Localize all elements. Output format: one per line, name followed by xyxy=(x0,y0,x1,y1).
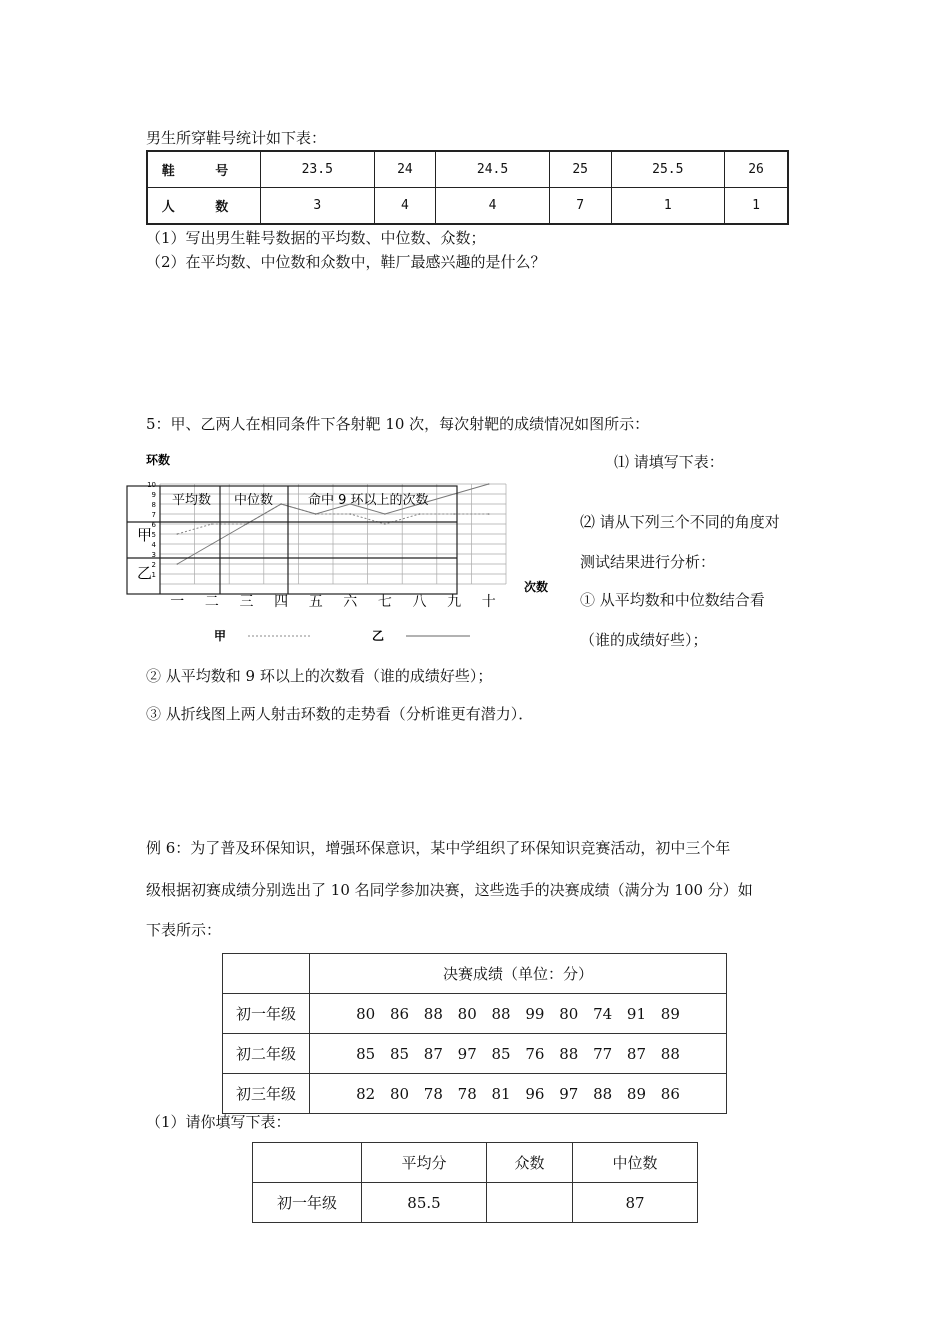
y-tick-label: 9 xyxy=(151,491,156,499)
x-tick-label: 九 xyxy=(447,594,462,610)
chart-legend xyxy=(214,629,470,643)
count-cell: 1 xyxy=(725,188,788,225)
fill-header-mean: 平均分 xyxy=(362,1143,487,1183)
data-point xyxy=(315,513,317,515)
count-cell: 1 xyxy=(611,188,725,225)
shooting-line-chart xyxy=(120,448,560,648)
count-cell: 7 xyxy=(549,188,611,225)
grade-scores: 85 85 87 97 85 76 88 77 87 88 xyxy=(310,1034,727,1074)
shoe-size-header: 鞋 号 xyxy=(147,151,261,188)
overlay-table xyxy=(127,486,457,594)
data-point xyxy=(488,513,490,515)
overlay-header-median: 中位数 xyxy=(234,493,274,508)
x-tick-label: 四 xyxy=(274,594,289,610)
overlay-header-mean: 平均数 xyxy=(172,493,212,508)
q6-line2: 级根据初赛成绩分别选出了 10 名同学参加决赛，这些选手的决赛成绩（满分为 100 分）如 xyxy=(146,881,753,899)
shoe-size-cell: 26 xyxy=(725,151,788,188)
x-tick-label: 八 xyxy=(412,594,427,610)
y-tick-label: 1 xyxy=(151,571,156,579)
fill-header-median: 中位数 xyxy=(572,1143,697,1183)
q4-intro: 男生所穿鞋号统计如下表： xyxy=(146,129,327,147)
shoe-size-cell: 23.5 xyxy=(261,151,375,188)
q5-analysis-prompt-2: 测试结果进行分析： xyxy=(580,553,716,571)
fill-grade-label: 初一年级 xyxy=(253,1183,362,1223)
q5-angle2: ② 从平均数和 9 环以上的次数看（谁的成绩好些）； xyxy=(146,667,493,685)
grade-scores: 82 80 78 78 81 96 97 88 89 86 xyxy=(310,1074,727,1114)
shoe-size-row xyxy=(147,151,788,188)
overlay-header-nine-plus: 命中 9 环以上的次数 xyxy=(308,493,429,508)
data-point xyxy=(350,513,352,515)
y-axis-label: 环数 xyxy=(146,453,171,467)
fill-median-value: 87 xyxy=(572,1183,697,1223)
x-tick-label: 二 xyxy=(204,594,219,610)
y-tick-label: 3 xyxy=(151,551,156,559)
fill-header-row xyxy=(253,1143,698,1183)
grade-label: 初二年级 xyxy=(223,1034,310,1074)
y-tick-label: 7 xyxy=(151,511,156,519)
y-tick-label: 6 xyxy=(151,521,156,529)
x-tick-label: 三 xyxy=(239,594,254,610)
q6-line1: 例 6：为了普及环保知识，增强环保意识，某中学组织了环保知识竞赛活动，初中三个年 xyxy=(146,839,731,857)
data-point xyxy=(488,483,490,485)
table-row xyxy=(223,994,727,1034)
grade-label: 初一年级 xyxy=(223,994,310,1034)
shoe-size-cell: 25.5 xyxy=(611,151,725,188)
shoe-size-table xyxy=(146,150,789,225)
shoe-size-cell: 24 xyxy=(374,151,436,188)
legend-yi-label: 乙 xyxy=(372,629,385,643)
q5-analysis-prompt-1: ⑵ 请从下列三个不同的角度对 xyxy=(580,513,780,531)
data-point xyxy=(280,503,282,505)
count-cell: 4 xyxy=(374,188,436,225)
data-point xyxy=(384,513,386,515)
score-header-row xyxy=(223,954,727,994)
q4-sub2: （2）在平均数、中位数和众数中，鞋厂最感兴趣的是什么？ xyxy=(146,253,546,271)
fill-table xyxy=(252,1142,698,1223)
shoe-size-cell: 25 xyxy=(549,151,611,188)
fill-header-mode: 众数 xyxy=(487,1143,573,1183)
x-tick-label: 一 xyxy=(170,594,185,610)
count-header: 人 数 xyxy=(147,188,261,225)
table-row xyxy=(253,1183,698,1223)
x-tick-label: 七 xyxy=(377,594,392,610)
data-point xyxy=(211,543,213,545)
score-table xyxy=(222,953,727,1114)
data-point xyxy=(453,513,455,515)
fill-mode-value[interactable] xyxy=(487,1183,573,1223)
shoe-size-cell: 24.5 xyxy=(436,151,550,188)
x-axis-label: 次数 xyxy=(524,580,549,594)
count-cell: 3 xyxy=(261,188,375,225)
x-tick-label: 五 xyxy=(308,594,323,610)
q5-angle1-line1: ① 从平均数和中位数结合看 xyxy=(580,591,765,609)
grade-scores: 80 86 88 80 88 99 80 74 91 89 xyxy=(310,994,727,1034)
q6-sub1: （1）请你填写下表： xyxy=(146,1113,291,1131)
data-point xyxy=(246,523,248,525)
y-tick-label: 2 xyxy=(151,561,156,569)
count-cell: 4 xyxy=(436,188,550,225)
q4-sub1: （1）写出男生鞋号数据的平均数、中位数、众数； xyxy=(146,229,486,247)
fill-header-blank xyxy=(253,1143,362,1183)
data-point xyxy=(453,493,455,495)
overlay-row-yi: 乙 xyxy=(137,564,153,582)
table-row xyxy=(223,1074,727,1114)
q5-title: 5：甲、乙两人在相同条件下各射靶 10 次，每次射靶的成绩情况如图所示： xyxy=(146,415,650,433)
table-row xyxy=(223,1034,727,1074)
data-point xyxy=(211,523,213,525)
score-corner-cell xyxy=(223,954,310,994)
data-point xyxy=(419,513,421,515)
grade-label: 初三年级 xyxy=(223,1074,310,1114)
legend-jia-label: 甲 xyxy=(214,629,227,643)
q5-angle1-line2: （谁的成绩好些）； xyxy=(580,631,708,649)
x-tick-label: 十 xyxy=(481,594,496,610)
q5-angle3: ③ 从折线图上两人射击环数的走势看（分析谁更有潜力）． xyxy=(146,705,534,723)
y-tick-label: 8 xyxy=(151,501,156,509)
data-point xyxy=(384,523,386,525)
data-point xyxy=(177,563,179,565)
x-tick-label: 六 xyxy=(343,594,358,610)
data-point xyxy=(177,533,179,535)
q6-line3: 下表所示： xyxy=(146,921,222,939)
overlay-row-jia: 甲 xyxy=(137,526,153,544)
y-tick-label: 5 xyxy=(151,531,156,539)
score-header: 决赛成绩（单位：分） xyxy=(310,954,727,994)
count-row xyxy=(147,188,788,225)
fill-mean-value: 85.5 xyxy=(362,1183,487,1223)
y-tick-label: 4 xyxy=(151,541,156,549)
q5-fill-prompt: ⑴ 请填写下表： xyxy=(614,453,724,471)
y-tick-label: 10 xyxy=(147,481,156,489)
